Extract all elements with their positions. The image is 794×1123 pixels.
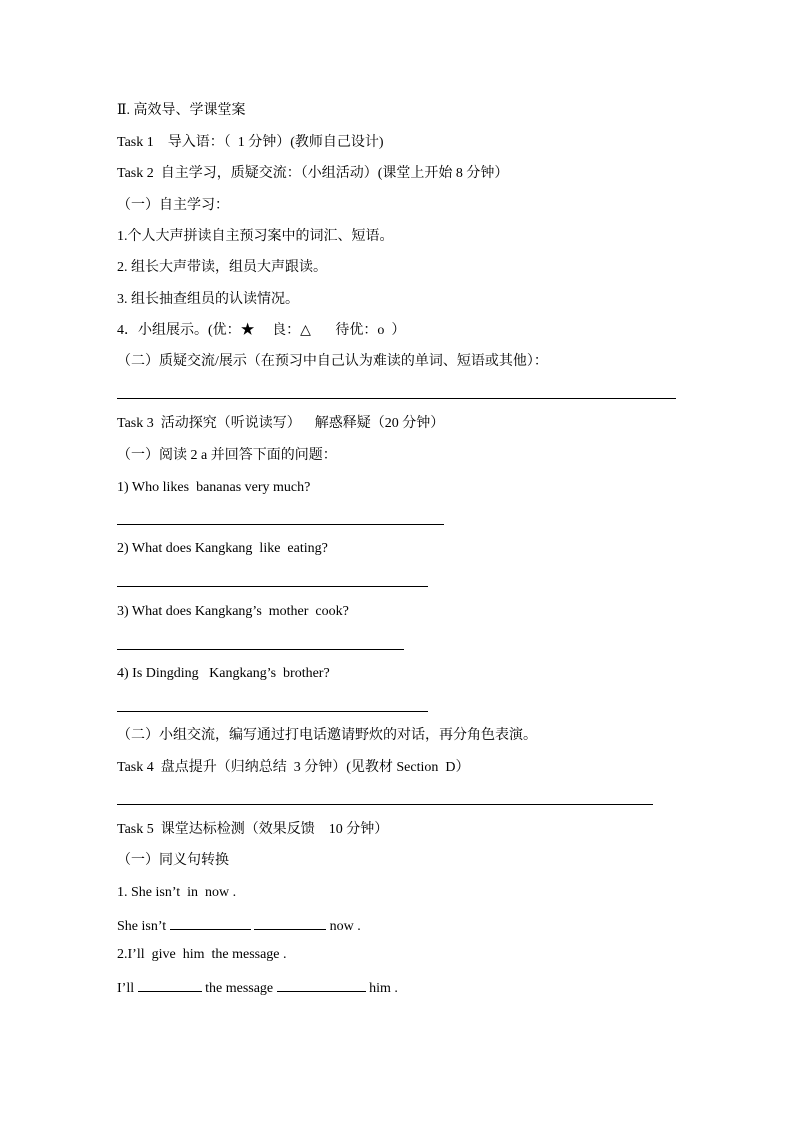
rewrite-1-end: now .	[326, 919, 361, 934]
blank-1b[interactable]	[254, 915, 326, 930]
task5-line: Task 5 课堂达标检测（效果反馈 10 分钟）	[117, 822, 389, 837]
rewrite-1-start: She isn’t	[117, 919, 170, 934]
task1-line: Task 1 导入语：（ 1 分钟）(教师自己设计)	[117, 135, 384, 150]
question-2: 2) What does Kangkang like eating?	[117, 541, 328, 556]
rewrite-2-mid: the message	[201, 981, 277, 996]
step-2: 2. 组长大声带读，组员大声跟读。	[117, 260, 327, 275]
sentence-1: 1. She isn’t in now .	[117, 885, 237, 900]
task3-line: Task 3 活动探究（听说读写） 解惑释疑（20 分钟）	[117, 416, 445, 431]
self-study-heading: （一）自主学习：	[117, 198, 229, 213]
question-1: 1) Who likes bananas very much?	[117, 480, 311, 495]
task2-line: Task 2 自主学习，质疑交流：（小组活动）(课堂上开始 8 分钟）	[117, 166, 509, 181]
step-4: 4．小组展示。(优：★ 良：△ 待优：o ）	[117, 323, 406, 338]
answer-line-exchange[interactable]	[117, 398, 676, 399]
sentence-2-rewrite	[117, 977, 398, 998]
rewrite-2-end: him .	[365, 981, 398, 996]
section-title: Ⅱ. 高效导、学课堂案	[117, 103, 246, 118]
question-4: 4) Is Dingding Kangkang’s brother?	[117, 666, 330, 681]
answer-line-q3[interactable]	[117, 649, 404, 650]
answer-line-q1[interactable]	[117, 524, 444, 525]
reading-heading: （一）阅读 2 a 并回答下面的问题：	[117, 448, 337, 463]
blank-1a[interactable]	[170, 915, 251, 930]
question-exchange-heading: （二）质疑交流/展示（在预习中自己认为难读的单词、短语或其他）：	[117, 354, 548, 369]
rewrite-2-start: I’ll	[117, 981, 138, 996]
step-1: 1.个人大声拼读自主预习案中的词汇、短语。	[117, 229, 394, 244]
answer-line-summary[interactable]	[117, 804, 653, 805]
synonym-heading: （一）同义句转换	[117, 853, 229, 868]
dialogue-task: （二）小组交流，编写通过打电话邀请野炊的对话，再分角色表演。	[117, 728, 537, 743]
blank-2b[interactable]	[277, 977, 366, 992]
blank-2a[interactable]	[138, 977, 202, 992]
question-3: 3) What does Kangkang’s mother cook?	[117, 604, 349, 619]
answer-line-q2[interactable]	[117, 586, 428, 587]
sentence-1-rewrite	[117, 915, 361, 936]
step-3: 3. 组长抽查组员的认读情况。	[117, 292, 299, 307]
task4-line: Task 4 盘点提升（归纳总结 3 分钟）(见教材 Section D）	[117, 760, 470, 775]
sentence-2: 2.I’ll give him the message .	[117, 947, 287, 962]
answer-line-q4[interactable]	[117, 711, 428, 712]
